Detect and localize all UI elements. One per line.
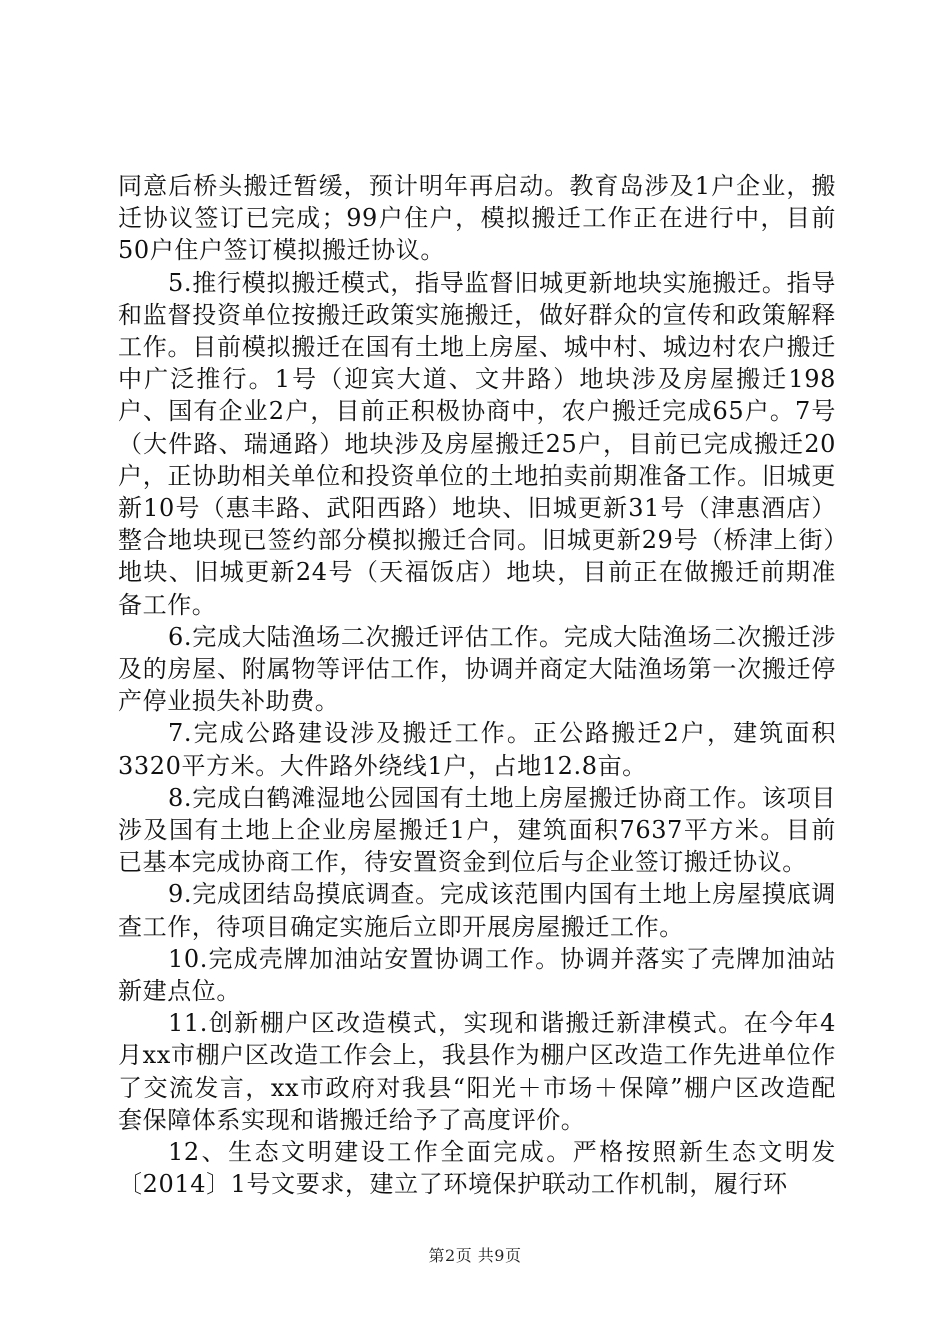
page-number-footer: 第2页 共9页	[428, 1246, 522, 1265]
paragraph-item-12: 12、生态文明建设工作全面完成。严格按照新生态文明发〔2014〕1号文要求，建立了环境保护联动工作机制，履行环	[118, 1138, 836, 1199]
paragraph-item-8: 8.完成白鹤滩湿地公园国有土地上房屋搬迁协商工作。该项目涉及国有土地上企业房屋搬迁1户，建筑面积7637平方米。目前已基本完成协商工作，待安置资金到位后与企业签订搬迁协议。	[118, 783, 836, 877]
paragraph-item-7: 7.完成公路建设涉及搬迁工作。正公路搬迁2户，建筑面积3320平方米。大件路外绕线1户，占地12.8亩。	[118, 719, 836, 780]
paragraph-item-5: 5.推行模拟搬迁模式，指导监督旧城更新地块实施搬迁。指导和监督投资单位按搬迁政策实施搬迁，做好群众的宣传和政策解释工作。目前模拟搬迁在国有土地上房屋、城中村、城边村农户搬迁中广泛推行。1号（迎宾大道、文井路）地块涉及房屋搬迁198户、国有企业2户，目前正积极协商中，农户搬迁完成65户。7号（大件路、瑞通路）地块涉及房屋搬迁25户，目前已完成搬迁20户，正协助相关单位和投资单位的土地拍卖前期准备工作。旧城更新10号（惠丰路、武阳西路）地块、旧城更新31号（津惠酒店）整合地块现已签约部分模拟搬迁合同。旧城更新29号（桥津上街）地块、旧城更新24号（天福饭店）地块，目前正在做搬迁前期准备工作。	[118, 268, 836, 619]
document-body	[118, 170, 836, 1201]
paragraph-item-10: 10.完成壳牌加油站安置协调工作。协调并落实了壳牌加油站新建点位。	[118, 944, 836, 1006]
paragraph-item-6: 6.完成大陆渔场二次搬迁评估工作。完成大陆渔场二次搬迁涉及的房屋、附属物等评估工作，协调并商定大陆渔场第一次搬迁停产停业损失补助费。	[118, 622, 836, 716]
paragraph-item-9: 9.完成团结岛摸底调查。完成该范围内国有土地上房屋摸底调查工作，待项目确定实施后立即开展房屋搬迁工作。	[118, 880, 836, 941]
paragraph-continuation: 同意后桥头搬迁暂缓，预计明年再启动。教育岛涉及1户企业，搬迁协议签订已完成；99户住户，模拟搬迁工作正在进行中，目前50户住户签订模拟搬迁协议。	[118, 172, 836, 265]
paragraph-item-11: 11.创新棚户区改造模式，实现和谐搬迁新津模式。在今年4月xx市棚户区改造工作会上，我县作为棚户区改造工作先进单位作了交流发言，xx市政府对我县“阳光＋市场＋保障”棚户区改造配套保障体系实现和谐搬迁给予了高度评价。	[118, 1009, 836, 1134]
